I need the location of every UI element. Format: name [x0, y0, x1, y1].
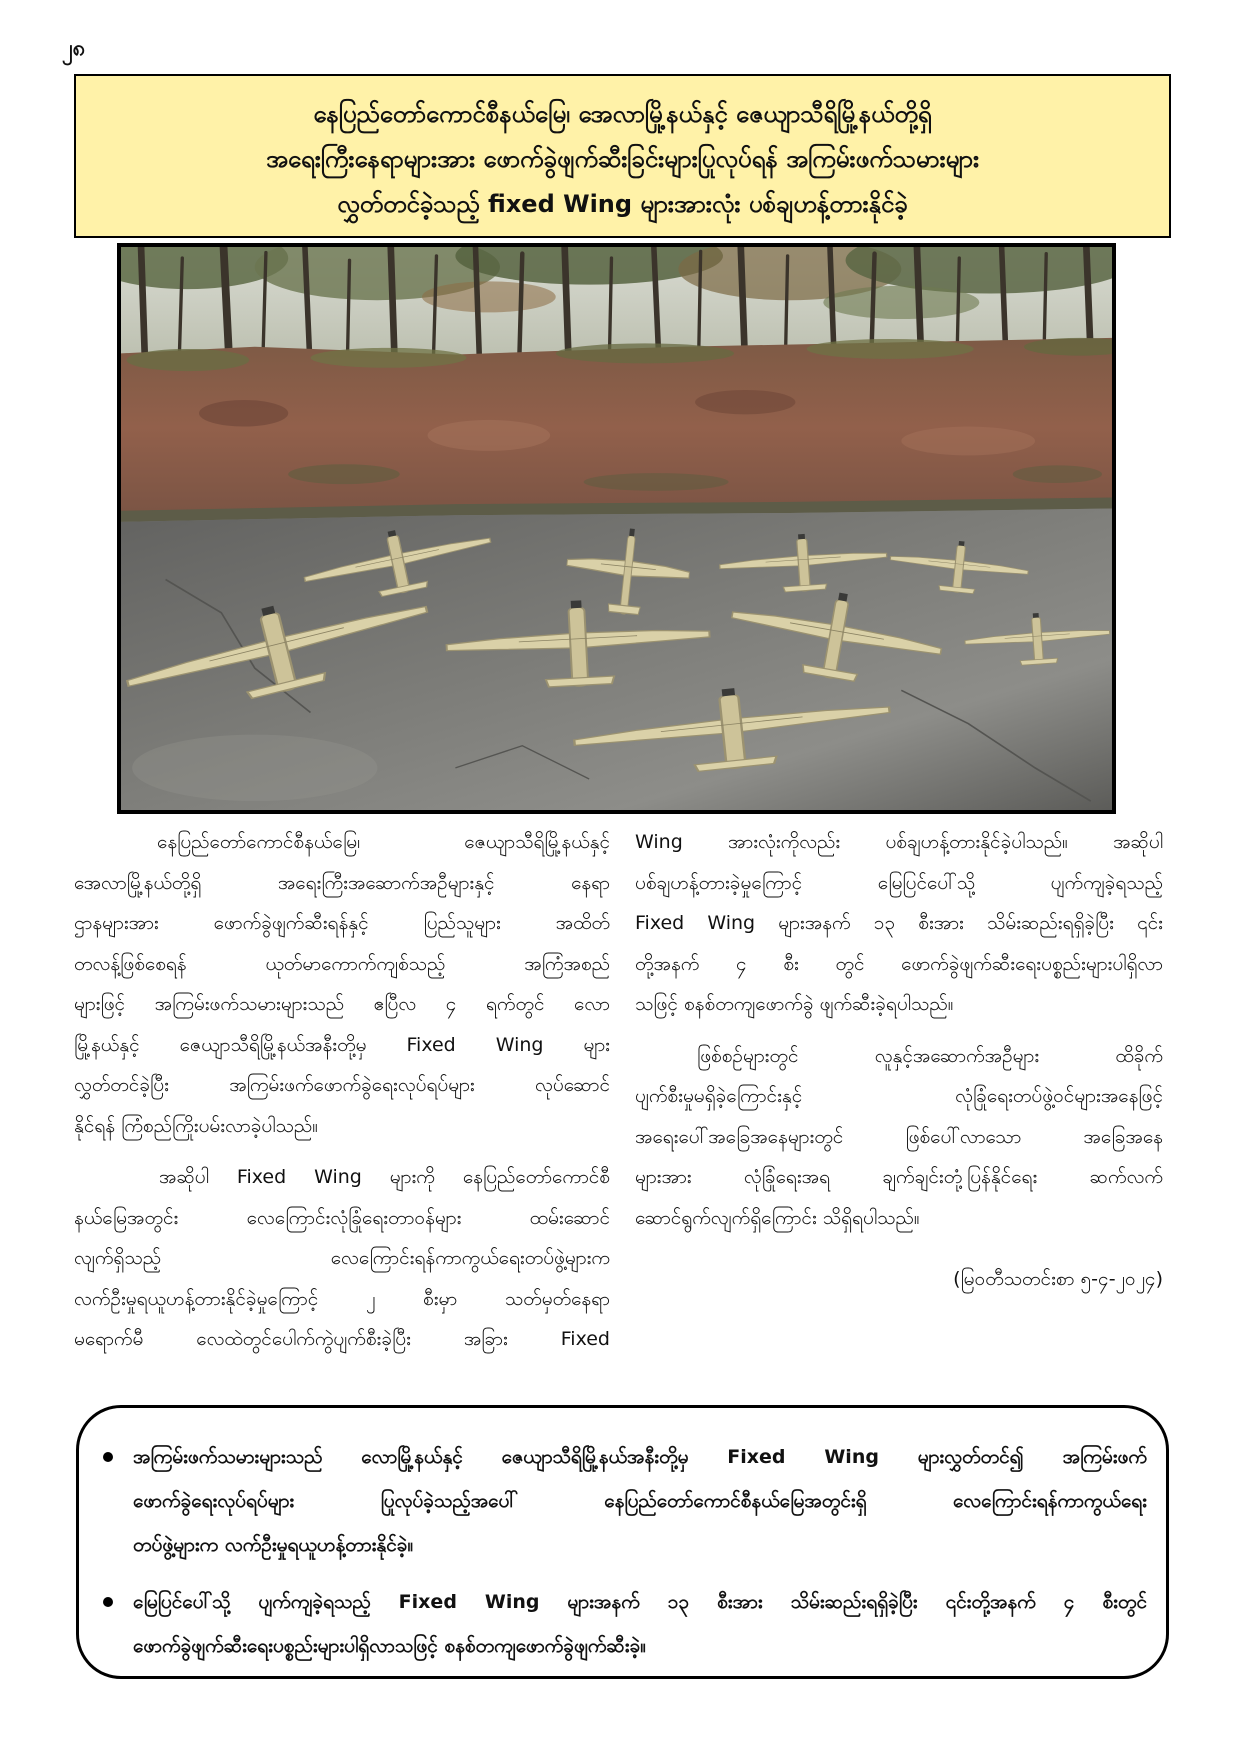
- drones-photo-illustration: [121, 247, 1112, 810]
- text-line: Wing အားလုံးကိုလည်း ပစ်ချဟန့်တားနိုင်ခဲ့ပါသည်။ အဆိုပါ: [635, 831, 1163, 853]
- summary-bullet: [133, 1435, 1147, 1567]
- bullet-line: ဖောက်ခွဲရေးလုပ်ရပ်များ ပြုလုပ်ခဲ့သည့်အပေါ် နေပြည်တော်ကောင်စီနယ်မြေအတွင်းရှိ လေကြောင်းရန်ကာကွယ်ရေး: [133, 1490, 1147, 1512]
- article-left-column: [74, 822, 610, 1360]
- text-line: နေပြည်တော်ကောင်စီနယ်မြေ၊ ဇေယျာသီရိမြို့နယ်နှင့်: [157, 831, 610, 853]
- paragraph: [74, 822, 610, 1146]
- paragraph: [635, 822, 1163, 1025]
- bullet-icon: [103, 1597, 113, 1607]
- bullet-line: မြေပြင်ပေါ်သို့ ပျက်ကျခဲ့ရသည့် Fixed Wing များအနက် ၁၃ စီးအား သိမ်းဆည်းရရှိခဲ့ပြီး ၎င်းတို့အနက် ၄ စီးတွင်: [133, 1591, 1147, 1613]
- text-line: လက်ဦးမှုရယူဟန့်တားနိုင်ခဲ့မှုကြောင့် ၂ စီးမှာ သတ်မှတ်နေရာ: [74, 1287, 610, 1310]
- text-line: အရေးပေါ်အခြေအနေများတွင် ဖြစ်ပေါ်လာသော အခြေအနေ: [635, 1125, 1163, 1148]
- bullet-icon: [103, 1452, 113, 1462]
- summary-box: [76, 1405, 1169, 1679]
- text-line: လျက်ရှိသည့် လေကြောင်းရန်ကာကွယ်ရေးတပ်ဖွဲ့များက: [74, 1247, 610, 1269]
- text-line: သဖြင့် စနစ်တကျဖောက်ခွဲ ဖျက်ဆီးခဲ့ရပါသည်။: [635, 993, 954, 1015]
- text-line: ပစ်ချဟန့်တားခဲ့မှုကြောင့် မြေပြင်ပေါ်သို့ ပျက်ကျခဲ့ရသည့်: [635, 871, 1163, 894]
- dirt-embankment: [121, 338, 1112, 522]
- paragraph: [74, 1157, 610, 1360]
- text-line: အေလာမြို့နယ်တို့ရှိ အရေးကြီးအဆောက်အဦများနှင့် နေရာ: [74, 871, 610, 894]
- text-line: လွှတ်တင်ခဲ့ပြီး အကြမ်းဖက်ဖောက်ခွဲရေးလုပ်ရပ်များ လုပ်ဆောင်: [74, 1074, 610, 1096]
- page-number: ၂၈: [62, 36, 86, 61]
- text-line: ဆောင်ရွက်လျက်ရှိကြောင်း သိရှိရပါသည်။: [635, 1206, 920, 1229]
- text-line: မရောက်မီ လေထဲတွင်ပေါက်ကွဲပျက်စီးခဲ့ပြီး အခြား Fixed: [74, 1328, 610, 1350]
- drones-photo: [117, 243, 1116, 814]
- summary-bullet: [133, 1580, 1147, 1668]
- bullet-line: အကြမ်းဖက်သမားများသည် လောမြို့နယ်နှင့် ဇေယျာသီရိမြို့နယ်အနီးတို့မှ Fixed Wing များလွှတ်တင်၍ အကြမ်းဖက်: [133, 1446, 1147, 1468]
- headline-line: လွှတ်တင်ခဲ့သည့် fixed Wing များအားလုံး ပစ်ချဟန့်တားနိုင်ခဲ့: [337, 190, 908, 218]
- headline-line: အရေးကြီးနေရာများအား ဖောက်ခွဲဖျက်ဆီးခြင်းများပြုလုပ်ရန် အကြမ်းဖက်သမားများ: [265, 145, 980, 173]
- article-right-column: [635, 822, 1163, 1300]
- text-line: နယ်မြေအတွင်း လေကြောင်းလုံခြုံရေးတာဝန်များ ထမ်းဆောင်: [74, 1206, 610, 1229]
- headline-box: [74, 74, 1171, 238]
- text-line: ဌာနများအား ဖောက်ခွဲဖျက်ဆီးရန်နှင့် ပြည်သူများ အထိတ်: [74, 912, 610, 934]
- source-citation: (မြဝတီသတင်းစာ ၅-၄-၂၀၂၄): [953, 1268, 1163, 1290]
- text-line: Fixed Wing များအနက် ၁၃ စီးအား သိမ်းဆည်းရရှိခဲ့ပြီး ၎င်း: [635, 912, 1163, 934]
- bullet-line: ဖောက်ခွဲဖျက်ဆီးရေးပစ္စည်းများပါရှိလာသဖြင့် စနစ်တကျဖောက်ခွဲဖျက်ဆီးခဲ့။: [133, 1635, 647, 1657]
- text-line: ဖြစ်စဉ်များတွင် လူနှင့်အဆောက်အဦများ ထိခိုက်: [697, 1044, 1163, 1067]
- paragraph: [635, 1036, 1163, 1239]
- text-line: များဖြင့် အကြမ်းဖက်သမားများသည် ဧပြီလ ၄ ရက်တွင် လော: [74, 993, 610, 1015]
- text-line: တလန့်ဖြစ်စေရန် ယုတ်မာကောက်ကျစ်သည့် အကြံအစည်: [74, 952, 610, 975]
- bullet-line: တပ်ဖွဲ့များက လက်ဦးမှုရယူဟန့်တားနိုင်ခဲ့။: [133, 1534, 414, 1556]
- text-line: နိုင်ရန် ကြံစည်ကြိုးပမ်းလာခဲ့ပါသည်။: [74, 1114, 319, 1137]
- text-line: အဆိုပါ Fixed Wing များကို နေပြည်တော်ကောင်စီ: [159, 1166, 610, 1188]
- text-line: ပျက်စီးမှုမရှိခဲ့ကြောင်းနှင့် လုံခြုံရေးတပ်ဖွဲ့ဝင်များအနေဖြင့်: [635, 1085, 1163, 1107]
- text-line: များအား လုံခြုံရေးအရ ချက်ချင်းတုံ့ပြန်နိုင်ရေး ဆက်လက်: [635, 1166, 1163, 1188]
- headline-line: နေပြည်တော်ကောင်စီနယ်မြေ၊ အေလာမြို့နယ်နှင့် ဇေယျာသီရိမြို့နယ်တို့ရှိ: [313, 100, 932, 128]
- text-line: တို့အနက် ၄ စီး တွင် ဖောက်ခွဲဖျက်ဆီးရေးပစ္စည်းများပါရှိလာ: [635, 952, 1163, 975]
- text-line: မြို့နယ်နှင့် ဇေယျာသီရိမြို့နယ်အနီးတို့မှ Fixed Wing များ: [74, 1033, 610, 1056]
